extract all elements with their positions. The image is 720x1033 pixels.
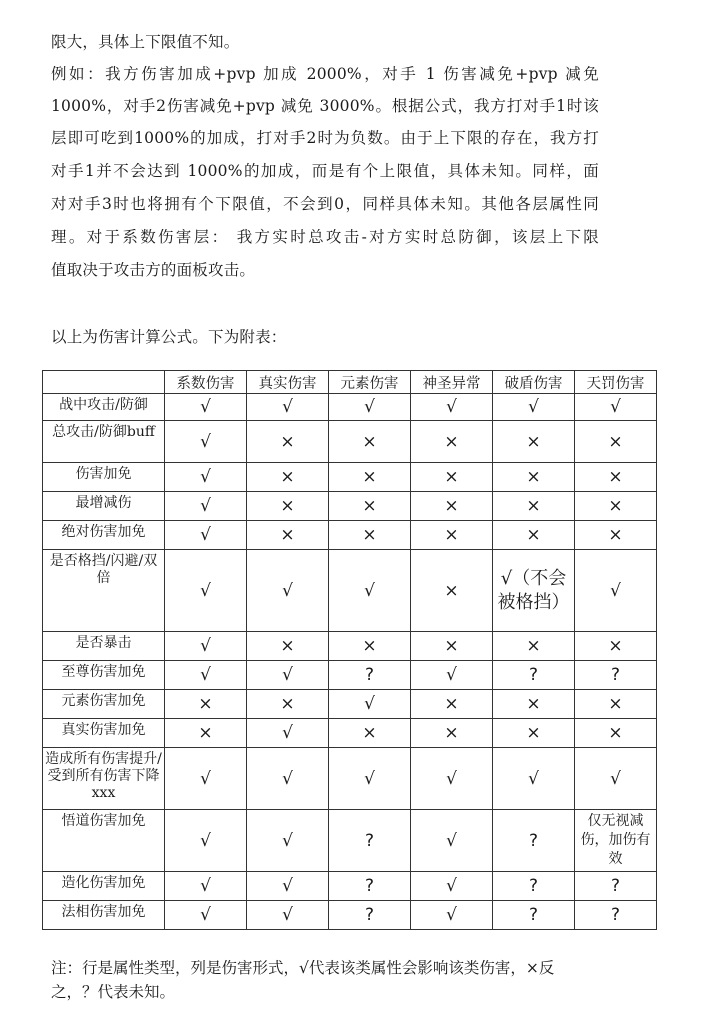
row-label: 是否格挡/闪避/双倍 (43, 550, 165, 632)
row-label: 绝对伤害加免 (43, 521, 165, 550)
table-row (43, 632, 657, 661)
table-corner (43, 371, 165, 394)
table-cell: ? (493, 661, 575, 690)
table-cell: √ (247, 748, 329, 810)
column-header: 真实伤害 (247, 371, 329, 394)
table-cell: × (411, 690, 493, 719)
table-cell: √ (165, 492, 247, 521)
table-cell: × (247, 690, 329, 719)
table-cell: √ (329, 394, 411, 421)
row-label: 伤害加免 (43, 463, 165, 492)
row-label: 真实伤害加免 (43, 719, 165, 748)
table-cell: √ (165, 550, 247, 632)
table-cell: √（不会被格挡） (493, 550, 575, 632)
table-cell: √ (329, 690, 411, 719)
table-cell: × (329, 421, 411, 463)
table-cell: √ (247, 719, 329, 748)
table-cell: √ (165, 872, 247, 901)
table-cell: ? (493, 901, 575, 930)
table-row (43, 661, 657, 690)
table-cell: √ (411, 394, 493, 421)
paragraph-line-7: 理。对于系数伤害层： 我方实时总攻击-对方实时总防御，该层上下限 (51, 228, 599, 246)
table-cell: × (411, 632, 493, 661)
table-cell: √ (575, 394, 657, 421)
table-row (43, 550, 657, 632)
table-cell: × (575, 492, 657, 521)
column-header: 神圣异常 (411, 371, 493, 394)
table-cell: √ (165, 632, 247, 661)
table-row (43, 901, 657, 930)
table-cell: × (411, 421, 493, 463)
table-cell: × (493, 463, 575, 492)
table-cell: × (247, 632, 329, 661)
table-cell: ? (329, 661, 411, 690)
table-cell: √ (329, 748, 411, 810)
row-label: 战中攻击/防御 (43, 394, 165, 421)
table-header-row (43, 371, 657, 394)
table-cell: √ (165, 463, 247, 492)
table-cell: × (575, 632, 657, 661)
table-cell: 仅无视减伤，加伤有效 (575, 810, 657, 872)
table-cell: × (575, 521, 657, 550)
table-cell: × (493, 421, 575, 463)
paragraph-line-2: 例如：我方伤害加成+pvp 加成 2000%，对手 1 伤害减免+pvp 减免 (51, 65, 599, 83)
table-cell: √ (165, 810, 247, 872)
table-row (43, 810, 657, 872)
table-cell: √ (247, 872, 329, 901)
paragraph-line-1: 限大，具体上下限值不知。 (51, 33, 240, 51)
table-cell: ? (575, 901, 657, 930)
footnote-line-2: 之，？代表未知。 (51, 983, 176, 1001)
table-cell: × (165, 719, 247, 748)
paragraph-line-5: 对手1并不会达到 1000%的加成，而是有个上限值，具体未知。同样，面 (51, 162, 599, 180)
paragraph-line-4: 层即可吃到1000%的加成，打对手2时为负数。由于上下限的存在，我方打 (51, 129, 599, 147)
table-row (43, 872, 657, 901)
table-cell: √ (575, 550, 657, 632)
column-header: 天罚伤害 (575, 371, 657, 394)
table-row (43, 463, 657, 492)
row-label: 总攻击/防御buff (43, 421, 165, 463)
paragraph-line-3: 1000%，对手2伤害减免+pvp 减免 3000%。根据公式，我方打对手1时该 (51, 97, 599, 115)
table-cell: × (493, 690, 575, 719)
table-cell: × (247, 521, 329, 550)
table-cell: × (329, 492, 411, 521)
table-cell: √ (247, 901, 329, 930)
row-label: 至尊伤害加免 (43, 661, 165, 690)
table-cell: × (575, 719, 657, 748)
table-cell: √ (411, 661, 493, 690)
table-cell: ? (575, 661, 657, 690)
table-cell: √ (493, 394, 575, 421)
table-cell: × (329, 463, 411, 492)
table-cell: × (165, 690, 247, 719)
table-cell: √ (493, 748, 575, 810)
row-label: 悟道伤害加免 (43, 810, 165, 872)
table-cell: √ (165, 421, 247, 463)
table-cell: × (493, 492, 575, 521)
table-cell: × (493, 521, 575, 550)
table-cell: ? (493, 810, 575, 872)
table-cell: × (247, 492, 329, 521)
footnote-line-1: 注：行是属性类型，列是伤害形式，√代表该类属性会影响该类伤害，×反 (51, 959, 555, 977)
row-label: 最增减伤 (43, 492, 165, 521)
table-cell: × (493, 632, 575, 661)
paragraph-line-8: 值取决于攻击方的面板攻击。 (51, 261, 256, 279)
table-cell: √ (411, 748, 493, 810)
row-label: 法相伤害加免 (43, 901, 165, 930)
table-cell: × (575, 463, 657, 492)
table-cell: × (493, 719, 575, 748)
table-cell: √ (575, 748, 657, 810)
table-cell: × (329, 521, 411, 550)
row-label: 是否暴击 (43, 632, 165, 661)
table-cell: × (329, 632, 411, 661)
table-cell: √ (411, 810, 493, 872)
table-cell: √ (165, 521, 247, 550)
table-cell: √ (247, 550, 329, 632)
paragraph-line-6: 对对手3时也将拥有个下限值，不会到0，同样具体未知。其他各层属性同 (51, 195, 599, 213)
table-cell: √ (411, 872, 493, 901)
table-cell: √ (165, 748, 247, 810)
table-cell: √ (247, 810, 329, 872)
table-cell: × (411, 719, 493, 748)
table-cell: ? (575, 872, 657, 901)
table-cell: √ (165, 661, 247, 690)
row-label: 造成所有伤害提升/受到所有伤害下降xxx (43, 748, 165, 810)
damage-attribute-table (42, 370, 657, 930)
table-cell: √ (411, 901, 493, 930)
table-cell: ? (329, 872, 411, 901)
table-cell: × (411, 550, 493, 632)
table-cell: × (411, 521, 493, 550)
table-cell: √ (247, 394, 329, 421)
column-header: 元素伤害 (329, 371, 411, 394)
table-cell: √ (329, 550, 411, 632)
table-cell: × (329, 719, 411, 748)
row-label: 元素伤害加免 (43, 690, 165, 719)
table-cell: √ (165, 394, 247, 421)
table-cell: √ (247, 661, 329, 690)
column-header: 破盾伤害 (493, 371, 575, 394)
table-intro: 以上为伤害计算公式。下为附表： (51, 328, 287, 346)
table-cell: √ (165, 901, 247, 930)
table-cell: × (575, 690, 657, 719)
table-cell: ? (329, 901, 411, 930)
table-row (43, 748, 657, 810)
table-row (43, 394, 657, 421)
table-row (43, 521, 657, 550)
table-row (43, 421, 657, 463)
table-row (43, 719, 657, 748)
table-cell: × (575, 421, 657, 463)
table-cell: × (411, 492, 493, 521)
table-row (43, 492, 657, 521)
table-row (43, 690, 657, 719)
table-cell: ? (329, 810, 411, 872)
table-cell: × (247, 421, 329, 463)
column-header: 系数伤害 (165, 371, 247, 394)
row-label: 造化伤害加免 (43, 872, 165, 901)
table-cell: ? (493, 872, 575, 901)
table-cell: × (411, 463, 493, 492)
table-cell: × (247, 463, 329, 492)
